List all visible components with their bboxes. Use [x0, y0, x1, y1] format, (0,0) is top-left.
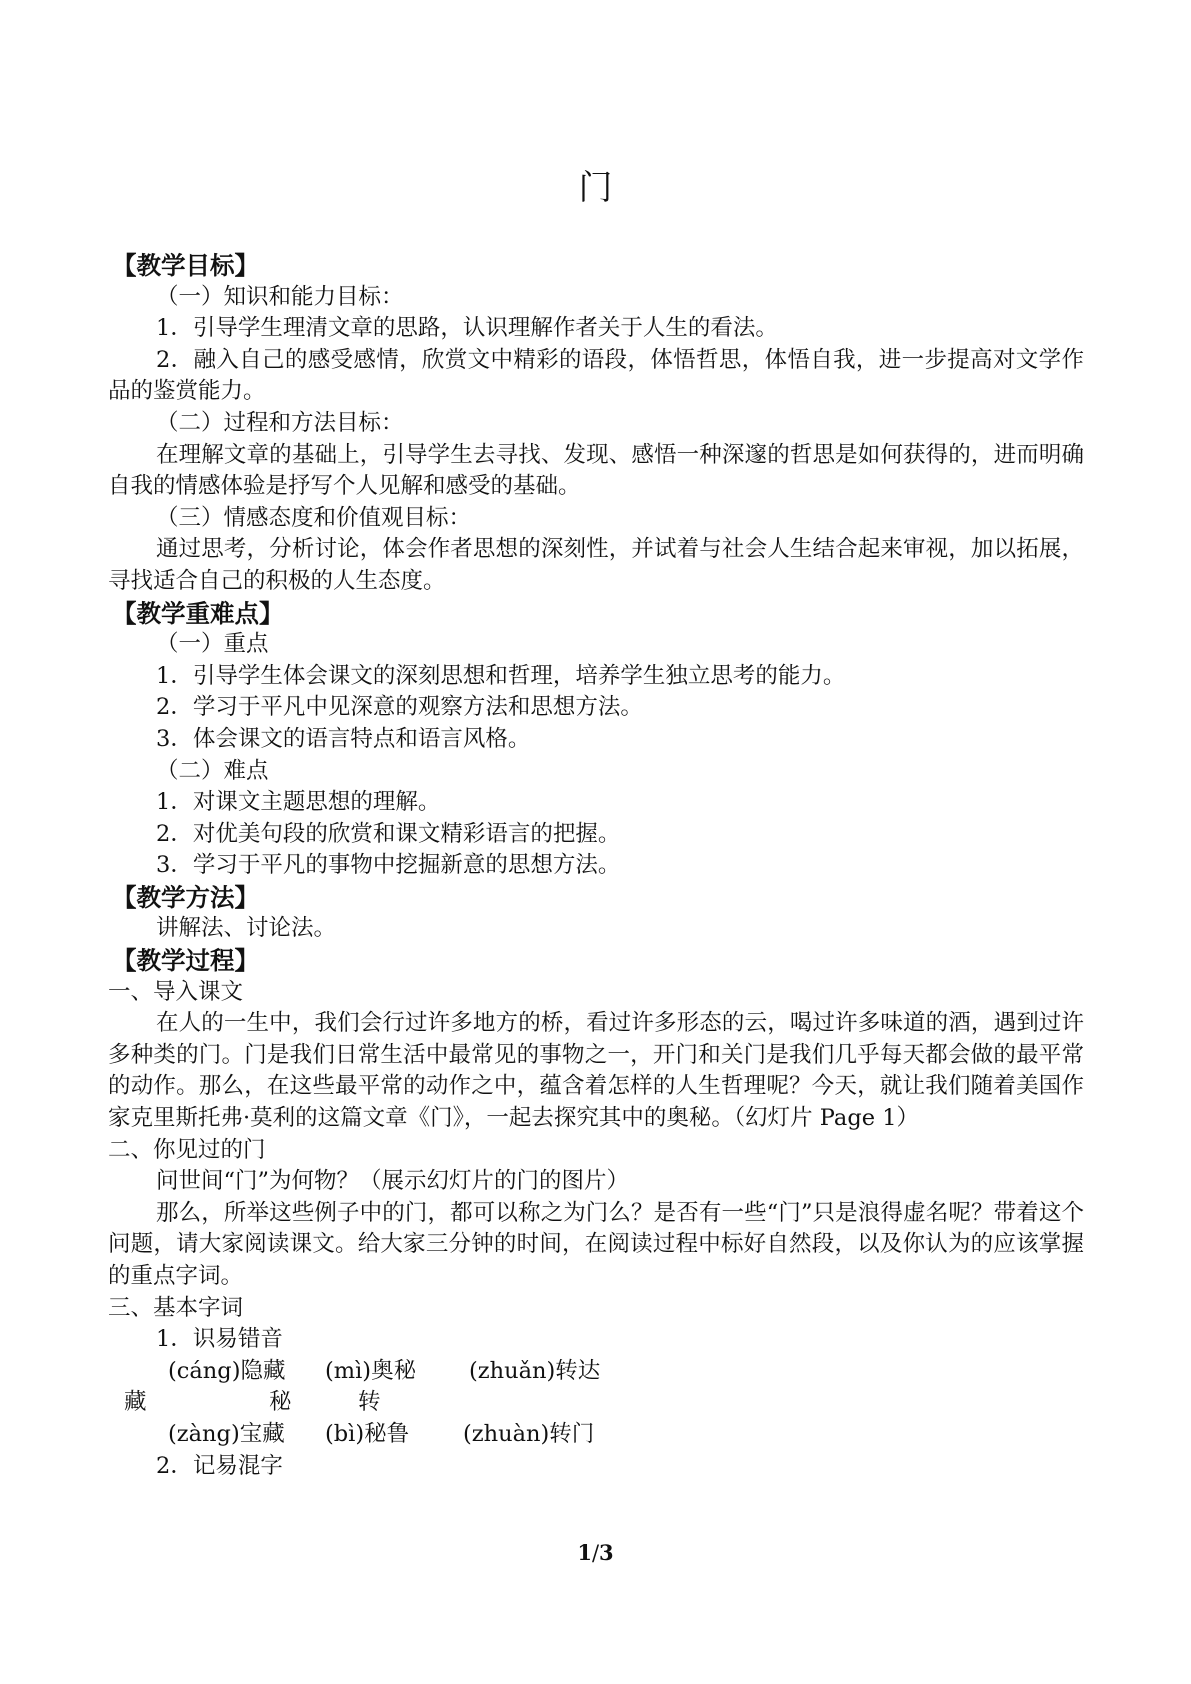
pinyin-char: 秘 — [269, 1389, 292, 1416]
subheading: （一）重点 — [156, 631, 269, 658]
pinyin-entry: (cáng)隐藏 — [168, 1357, 286, 1384]
subheading: （三）情感态度和价值观目标： — [156, 504, 472, 531]
list-item: 2．学习于平凡中见深意的观察方法和思想方法。 — [156, 694, 643, 721]
section-heading-method: 【教学方法】 — [112, 882, 259, 912]
list-item: 2．融入自己的感受感情，欣赏文中精彩的语段，体悟哲思，体悟自我，进一步提高对文学作品的鉴赏能力。 — [108, 346, 1084, 405]
pinyin-row-top — [108, 1356, 1084, 1388]
document-title: 门 — [578, 168, 613, 208]
section-heading-process: 【教学过程】 — [112, 946, 259, 976]
subheading: （二）难点 — [156, 757, 269, 784]
subheading: 1．识易错音 — [156, 1326, 283, 1353]
list-item: 1．引导学生体会课文的深刻思想和哲理，培养学生独立思考的能力。 — [156, 662, 846, 689]
paragraph: 问世间“门”为何物？（展示幻灯片的门的图片） — [156, 1168, 630, 1195]
pinyin-entry: (bì)秘鲁 — [325, 1420, 410, 1447]
list-item: 3．体会课文的语言特点和语言风格。 — [156, 725, 531, 752]
pinyin-char: 藏 — [124, 1389, 147, 1416]
current-page: 1 — [577, 1540, 592, 1565]
pinyin-row-mid — [108, 1387, 1084, 1419]
pinyin-entry: (zhuǎn)转达 — [469, 1357, 601, 1384]
section-heading-goals: 【教学目标】 — [112, 251, 259, 280]
pinyin-char: 转 — [358, 1389, 381, 1416]
total-pages: 3 — [599, 1540, 614, 1565]
list-item: 1．对课文主题思想的理解。 — [156, 789, 441, 816]
step-heading: 三、基本字词 — [108, 1294, 244, 1321]
paragraph: 那么，所举这些例子中的门，都可以称之为门么？是否有一些“门”只是浪得虚名呢？带着这个问题，请大家阅读课文。给大家三分钟的时间，在阅读过程中标好自然段，以及你认为的应该掌握的重点字词。 — [108, 1199, 1084, 1289]
pinyin-entry: (mì)奥秘 — [325, 1357, 417, 1384]
step-heading: 二、你见过的门 — [108, 1136, 266, 1163]
pinyin-entry: (zàng)宝藏 — [168, 1420, 285, 1447]
paragraph: 讲解法、讨论法。 — [156, 915, 337, 942]
list-item: 3．学习于平凡的事物中挖掘新意的思想方法。 — [156, 852, 621, 879]
paragraph: 在人的一生中，我们会行过许多地方的桥，看过许多形态的云，喝过许多味道的酒，遇到过许多种类的门。门是我们日常生活中最常见的事物之一，开门和关门是我们几乎每天都会做的最平常的动作。那么，在这些最平常的动作之中，蕴含着怎样的人生哲理呢？今天，就让我们随着美国作家克里斯托弗·莫利的这篇文章《门》，一起去探究其中的奥秘。（幻灯片 Page 1） — [108, 1010, 1084, 1132]
list-item: 1．引导学生理清文章的思路，认识理解作者关于人生的看法。 — [156, 315, 778, 342]
pinyin-entry: (zhuàn)转门 — [463, 1420, 595, 1447]
document-body — [108, 250, 1084, 1482]
pinyin-row-bottom — [108, 1419, 1084, 1451]
subheading: （一）知识和能力目标： — [156, 283, 404, 310]
section-heading-key: 【教学重难点】 — [112, 598, 284, 628]
subheading: （二）过程和方法目标： — [156, 409, 404, 436]
list-item: 2．对优美句段的欣赏和课文精彩语言的把握。 — [156, 820, 621, 847]
page-number — [0, 1540, 1191, 1565]
step-heading: 一、导入课文 — [108, 978, 244, 1005]
page-separator: / — [591, 1541, 600, 1565]
paragraph: 在理解文章的基础上，引导学生去寻找、发现、感悟一种深邃的哲思是如何获得的，进而明确自我的情感体验是抒写个人见解和感受的基础。 — [108, 441, 1084, 500]
subheading: 2．记易混字 — [156, 1452, 283, 1479]
paragraph: 通过思考，分析讨论，体会作者思想的深刻性，并试着与社会人生结合起来审视，加以拓展，寻找适合自己的积极的人生态度。 — [108, 536, 1084, 594]
